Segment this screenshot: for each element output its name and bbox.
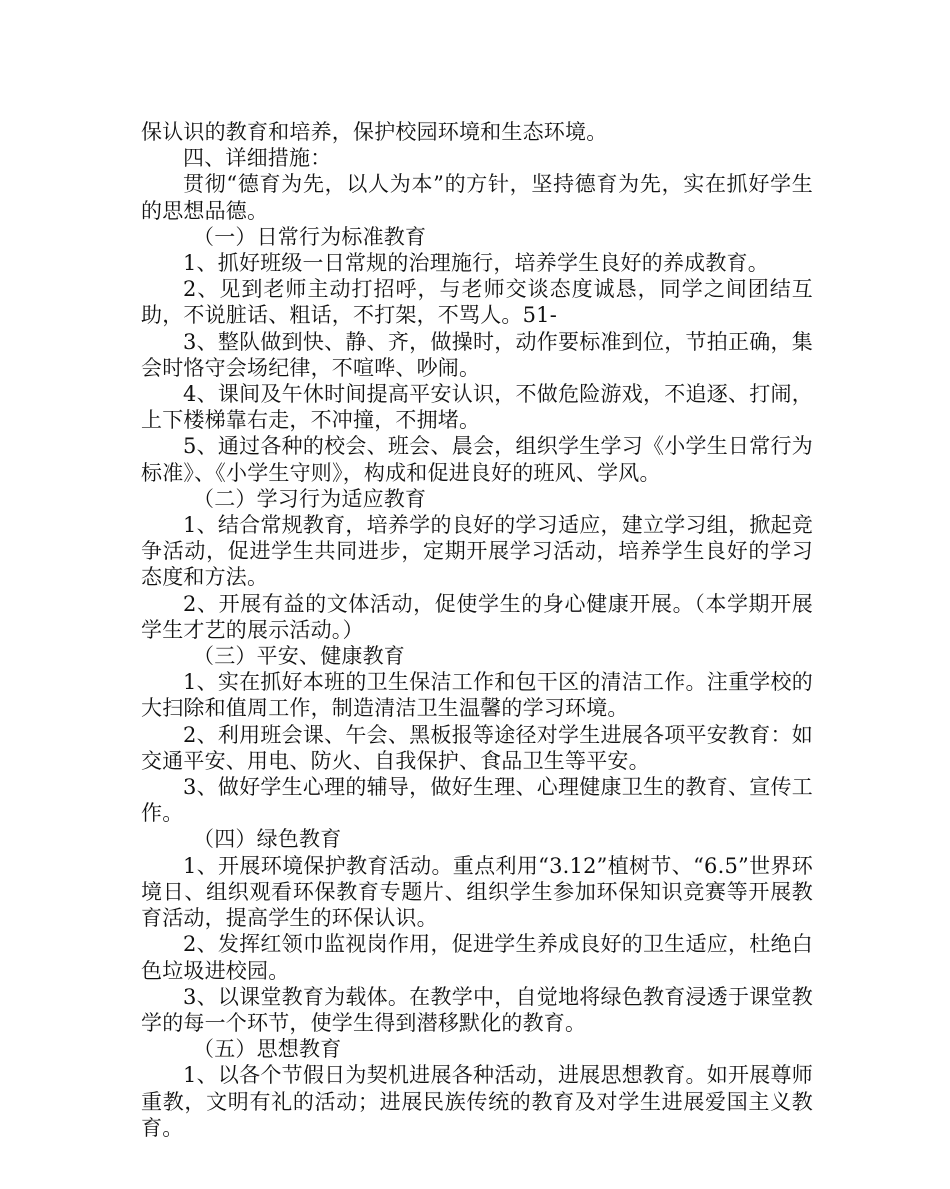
list-item-daily-5: 5、通过各种的校会、班会、晨会，组织学生学习《小学生日常行为标准》、《小学生守则》，构成和促进良好的班风、学风。	[141, 434, 813, 485]
subheading-learning-behavior: （二）学习行为适应教育	[193, 486, 427, 511]
list-item-safety-3: 3、做好学生心理的辅导，做好生理、心理健康卫生的教育、宣传工作。	[141, 775, 813, 826]
list-item-safety-2: 2、利用班会课、午会、黑板报等途径对学生进展各项平安教育：如交通平安、用电、防火、自我保护、食品卫生等平安。	[141, 722, 813, 773]
subheading-ideological-education: （五）思想教育	[193, 1037, 342, 1062]
list-item-daily-3: 3、整队做到快、静、齐，做操时，动作要标准到位，节拍正确，集会时恪守会场纪律，不喧哗、吵闹。	[141, 329, 813, 380]
list-item-daily-2: 2、见到老师主动打招呼，与老师交谈态度诚恳，同学之间团结互助，不说脏话、粗话，不打架，不骂人。51-	[141, 277, 813, 328]
list-item-learning-2: 2、开展有益的文体活动，促使学生的身心健康开展。（本学期开展学生才艺的展示活动。）	[141, 591, 813, 642]
paragraph-policy: 贯彻“德育为先，以人为本”的方针，坚持德育为先，实在抓好学生的思想品德。	[141, 172, 813, 223]
list-item-green-3: 3、以课堂教育为载体。在教学中，自觉地将绿色教育浸透于课堂教学的每一个环节，使学生得到潜移默化的教育。	[141, 984, 813, 1035]
subheading-safety-health: （三）平安、健康教育	[193, 644, 405, 669]
subheading-green-education: （四）绿色教育	[193, 827, 342, 852]
list-item-ideological-1: 1、以各个节假日为契机进展各种活动，进展思想教育。如开展尊师重教，文明有礼的活动；进展民族传统的教育及对学生进展爱国主义教育。	[141, 1063, 813, 1140]
list-item-green-2: 2、发挥红领巾监视岗作用，促进学生养成良好的卫生适应，杜绝白色垃圾进校园。	[141, 932, 813, 983]
list-item-safety-1: 1、实在抓好本班的卫生保洁工作和包干区的清洁工作。注重学校的大扫除和值周工作，制造清洁卫生温馨的学习环境。	[141, 670, 813, 721]
list-item-daily-4: 4、课间及午休时间提高平安认识，不做危险游戏，不追逐、打闹，上下楼梯靠右走，不冲撞，不拥堵。	[141, 382, 813, 433]
paragraph-continuation: 保认识的教育和培养，保护校园环境和生态环境。	[141, 120, 608, 144]
document-body	[141, 119, 813, 1141]
subheading-daily-behavior: （一）日常行为标准教育	[193, 224, 427, 249]
list-item-green-1: 1、开展环境保护教育活动。重点利用“3.12”植树节、“6.5”世界环境日、组织观看环保教育专题片、组织学生参加环保知识竞赛等开展教育活动，提高学生的环保认识。	[141, 853, 813, 931]
section-heading-measures: 四、详细措施：	[183, 146, 332, 171]
list-item-daily-1: 1、抓好班级一日常规的治理施行，培养学生良好的养成教育。	[183, 251, 769, 276]
list-item-learning-1: 1、结合常规教育，培养学的良好的学习适应，建立学习组，掀起竞争活动，促进学生共同进步，定期开展学习活动，培养学生良好的学习态度和方法。	[141, 513, 813, 590]
